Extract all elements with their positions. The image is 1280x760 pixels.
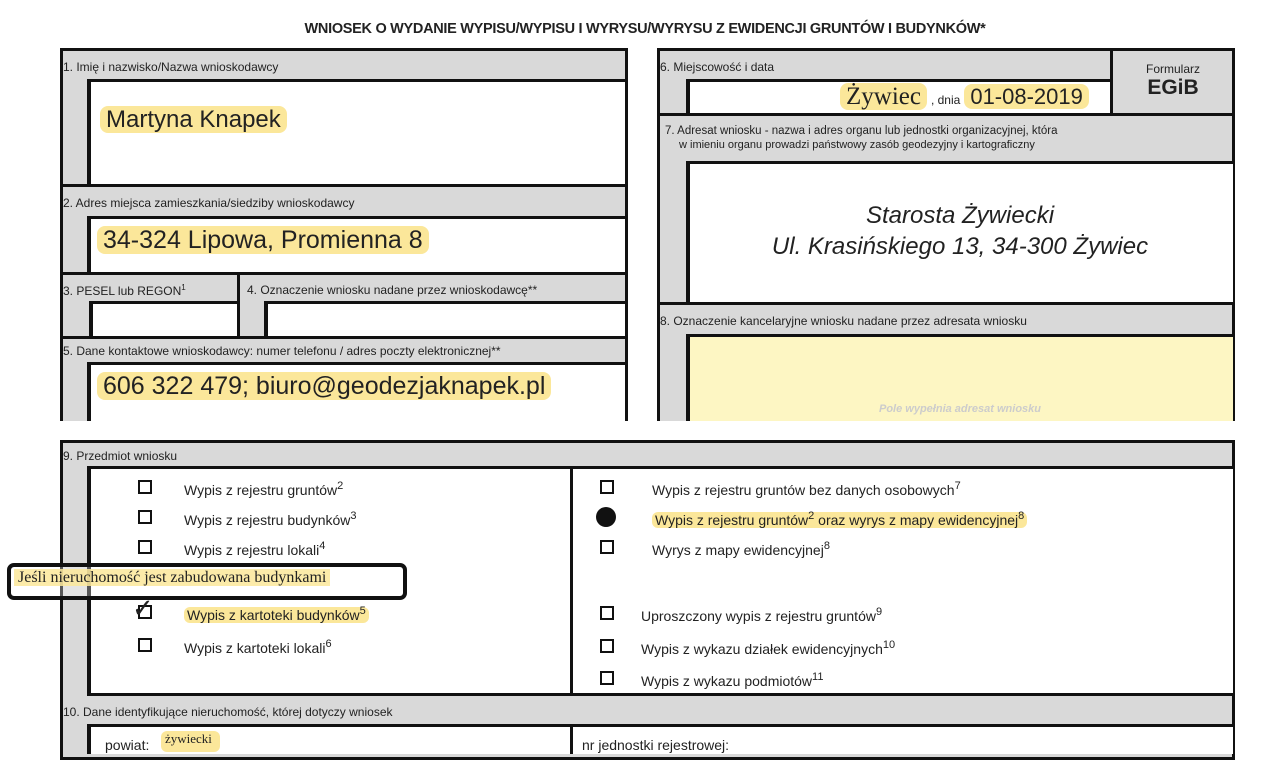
- applicant-ref-field[interactable]: [264, 301, 625, 337]
- place-date-value: Żywiec , dnia 01-08-2019: [840, 83, 1089, 111]
- option-label[interactable]: Wypis z rejestru lokali$^4$: [184, 540, 326, 558]
- property-label: 10. Dane identyfikujące nieruchomość, której dotyczy wniosek: [63, 705, 393, 719]
- checkbox[interactable]: [600, 671, 614, 685]
- divider: [60, 184, 628, 187]
- option-label[interactable]: Wypis z rejestru gruntów bez danych osobowych$^7$: [652, 480, 961, 498]
- radio-selected-icon[interactable]: [596, 507, 616, 527]
- option-label[interactable]: Wypis z kartoteki budynków$^5$: [184, 605, 369, 623]
- divider: [570, 466, 573, 696]
- divider: [657, 113, 1235, 116]
- checkbox[interactable]: [138, 480, 152, 494]
- divider: [657, 302, 1235, 305]
- name-label: 1. Imię i nazwisko/Nazwa wnioskodawcy: [63, 60, 279, 74]
- checkbox[interactable]: [138, 510, 152, 524]
- address-label: 2. Adres miejsca zamieszkania/siedziby wnioskodawcy: [63, 196, 355, 210]
- option-label[interactable]: Wypis z rejestru gruntów$^2$ oraz wyrys z mapy ewidencyjnej$^8$: [652, 510, 1027, 528]
- registry-unit-label[interactable]: nr jednostki rejestrowej:: [582, 737, 730, 753]
- form-code: Formularz EGiB: [1145, 62, 1200, 99]
- checkbox[interactable]: [600, 639, 614, 653]
- address-value: 34-324 Lipowa, Promienna 8: [97, 226, 429, 255]
- contact-label: 5. Dane kontaktowe wnioskodawcy: numer telefonu / adres poczty elektronicznej**: [63, 344, 501, 358]
- divider: [60, 272, 628, 275]
- name-value: Martyna Knapek: [100, 106, 287, 134]
- form-title: WNIOSEK O WYDANIE WYPISU/WYPISU I WYRYSU/WYRYSU Z EWIDENCJI GRUNTÓW I BUDYNKÓW*: [304, 21, 986, 37]
- checkbox[interactable]: [138, 540, 152, 554]
- option-label[interactable]: Wyrys z mapy ewidencyjnej$^8$: [652, 540, 830, 558]
- pesel-label: 3. PESEL lub REGON$^1$: [63, 283, 186, 298]
- office-ref-label: 8. Oznaczenie kancelaryjne wniosku nadane przez adresata wniosku: [660, 314, 1027, 328]
- subject-label: 9. Przedmiot wniosku: [63, 449, 178, 463]
- option-label[interactable]: Wypis z rejestru budynków$^3$: [184, 510, 357, 528]
- powiat-label[interactable]: powiat:: [105, 737, 150, 753]
- addressee-value: Starosta Żywiecki Ul. Krasińskiego 13, 34-300 Żywiec: [771, 202, 1149, 260]
- applicant-ref-label: 4. Oznaczenie wniosku nadane przez wnioskodawcę**: [247, 283, 538, 297]
- divider: [237, 272, 240, 337]
- checkbox[interactable]: [600, 540, 614, 554]
- place-date-label: 6. Miejscowość i data: [660, 60, 775, 74]
- addressee-label: 7. Adresat wniosku - nazwa i adres organu lub jednostki organizacyjnej, która w imieniu organu prowadzi państwowy zasób geodezyjny i kartograficzny: [665, 125, 1058, 151]
- option-label[interactable]: Wypis z wykazu działek ewidencyjnych$^{10}$: [641, 639, 896, 657]
- pesel-field[interactable]: [89, 301, 237, 337]
- office-ref-placeholder: Pole wypełnia adresat wniosku: [879, 403, 1041, 415]
- option-label[interactable]: Wypis z kartoteki lokali$^6$: [184, 638, 332, 656]
- option-label[interactable]: Uproszczony wypis z rejestru gruntów$^9$: [641, 606, 883, 624]
- checkmark-icon: ✓: [132, 593, 154, 623]
- divider: [570, 724, 573, 754]
- annotation-text: Jeśli nieruchomość jest zabudowana budynkami: [14, 569, 330, 587]
- option-label[interactable]: Wypis z wykazu podmiotów$^{11}$: [641, 671, 824, 689]
- option-label[interactable]: Wypis z rejestru gruntów$^2$: [184, 480, 344, 498]
- divider: [60, 336, 628, 339]
- checkbox[interactable]: [600, 480, 614, 494]
- checkbox[interactable]: [600, 606, 614, 620]
- contact-value: 606 322 479; biuro@geodezjaknapek.pl: [97, 372, 551, 401]
- powiat-value: żywiecki: [161, 731, 220, 747]
- checkbox[interactable]: [138, 638, 152, 652]
